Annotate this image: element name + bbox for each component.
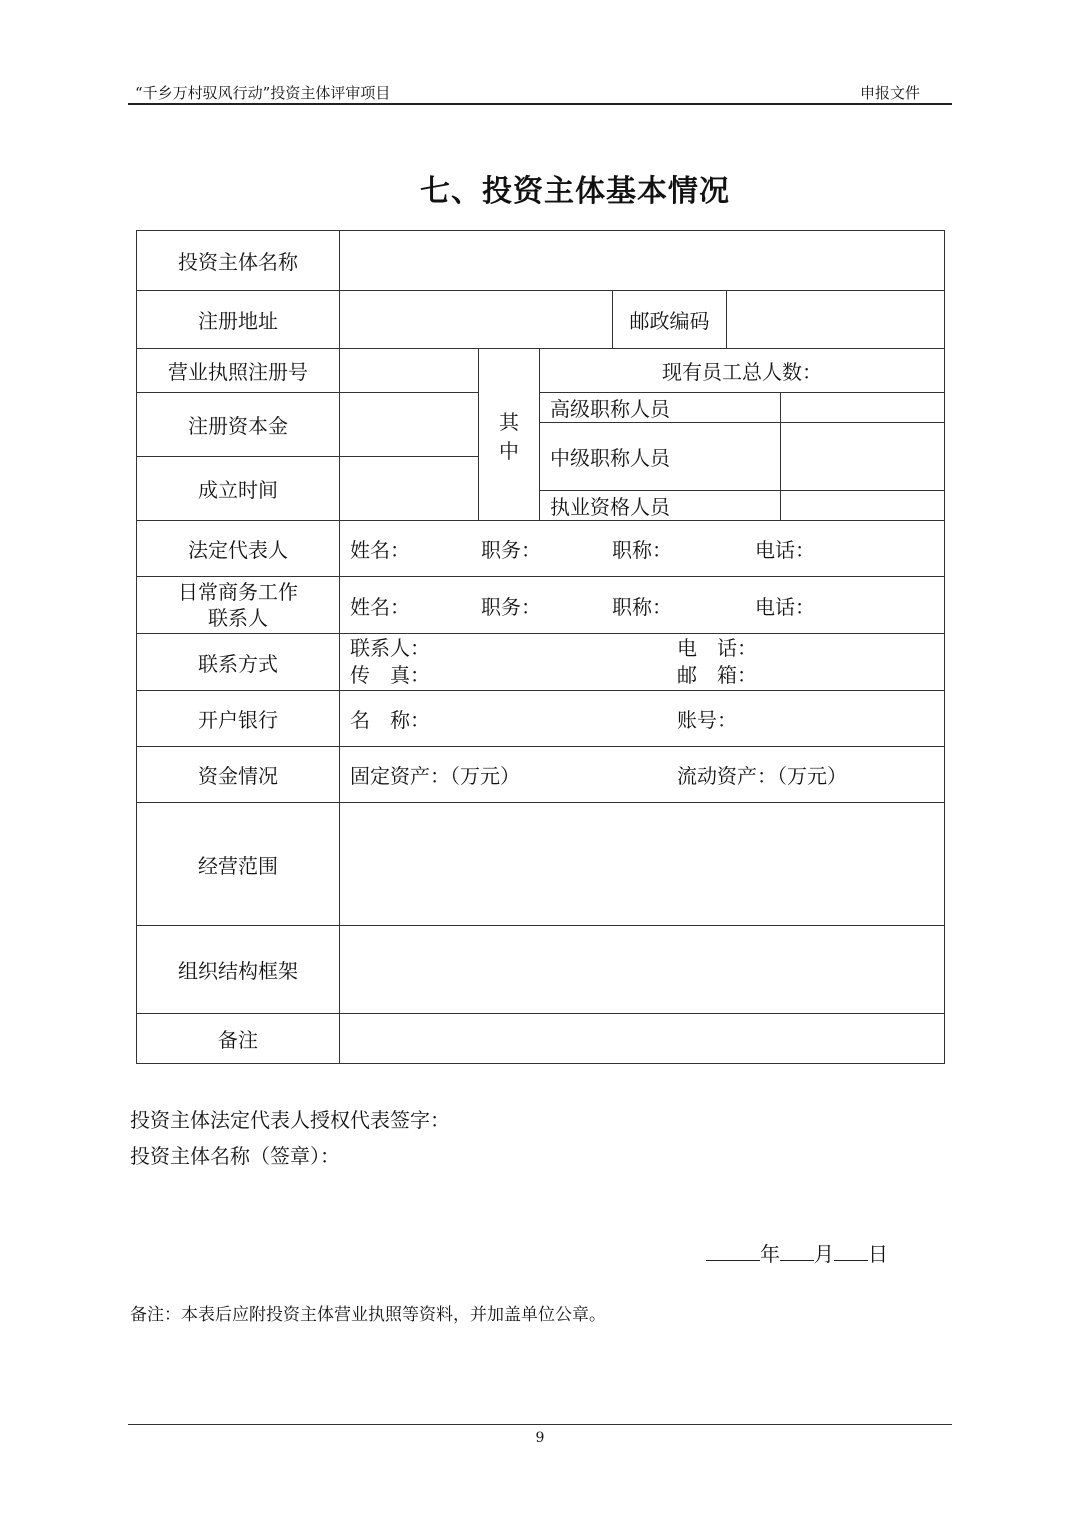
legal-rep-position-label: 职务： [481, 538, 541, 562]
daily-contact-label-line2: 联系人 [208, 606, 268, 630]
email-label: 邮 箱： [677, 663, 757, 687]
contact-method-label: 联系方式 [137, 634, 340, 691]
license-no-label: 营业执照注册号 [137, 349, 340, 393]
fax-label: 传 真： [350, 663, 430, 687]
page-title: 七、投资主体基本情况 [420, 174, 730, 209]
postal-code-label: 邮政编码 [613, 291, 727, 349]
day-blank[interactable] [834, 1242, 868, 1261]
daily-contact-position-label: 职务： [481, 594, 541, 619]
remarks-field[interactable] [340, 1014, 945, 1064]
org-structure-field[interactable] [340, 926, 945, 1014]
among-label-line1: 其 [499, 409, 519, 434]
postal-code-field[interactable] [727, 291, 945, 349]
investor-name-label: 投资主体名称 [137, 231, 340, 291]
day-label: 日 [868, 1242, 888, 1266]
mid-title-label: 中级职称人员 [540, 423, 781, 491]
entity-seal-line: 投资主体名称（签章）： [130, 1144, 340, 1168]
fixed-assets-label: 固定资产：（万元） [350, 764, 520, 788]
bank-label: 开户银行 [137, 691, 340, 747]
year-blank[interactable] [706, 1242, 760, 1261]
footnote: 备注：本表后应附投资主体营业执照等资料，并加盖单位公章。 [130, 1305, 606, 1325]
among-label-line2: 中 [499, 438, 519, 463]
daily-contact-name-label: 姓名： [350, 594, 410, 619]
legal-rep-name-label: 姓名： [350, 538, 410, 562]
date-line [706, 1238, 888, 1267]
reg-address-field[interactable] [340, 291, 613, 349]
funds-fields[interactable] [340, 747, 945, 803]
org-structure-label: 组织结构框架 [137, 926, 340, 1014]
bank-name-label: 名 称： [350, 708, 430, 732]
bank-fields[interactable] [340, 691, 945, 747]
contact-phone-label: 电 话： [677, 636, 757, 660]
founded-field[interactable] [340, 457, 479, 521]
page-number: 9 [535, 1430, 545, 1446]
legal-rep-title-label: 职称： [612, 538, 672, 562]
reg-capital-label: 注册资本金 [137, 393, 340, 457]
reg-capital-field[interactable] [340, 393, 479, 457]
daily-contact-title-label: 职称： [612, 594, 672, 619]
senior-title-label: 高级职称人员 [540, 393, 781, 423]
authorized-signature-line: 投资主体法定代表人授权代表签字： [130, 1108, 450, 1132]
month-label: 月 [814, 1242, 834, 1266]
reg-address-label: 注册地址 [137, 291, 340, 349]
legal-rep-phone-label: 电话： [755, 538, 815, 562]
header-doc-type: 申报文件 [859, 84, 920, 102]
total-staff-label: 现有员工总人数： [540, 349, 945, 393]
business-scope-label: 经营范围 [137, 803, 340, 926]
footer-rule [128, 1424, 952, 1425]
header-project-title: “千乡万村驭风行动”投资主体评审项目 [135, 84, 391, 102]
qualified-count-field[interactable] [781, 491, 945, 521]
funds-label: 资金情况 [137, 747, 340, 803]
daily-contact-fields[interactable] [340, 577, 945, 634]
account-no-label: 账号： [677, 708, 737, 732]
business-scope-field[interactable] [340, 803, 945, 926]
contact-person-label: 联系人： [350, 636, 430, 660]
year-label: 年 [760, 1242, 780, 1266]
month-blank[interactable] [780, 1242, 814, 1261]
founded-label: 成立时间 [137, 457, 340, 521]
header-rule [128, 103, 952, 105]
legal-rep-fields[interactable] [340, 521, 945, 577]
daily-contact-phone-label: 电话： [755, 594, 815, 619]
legal-rep-label: 法定代表人 [137, 521, 340, 577]
daily-contact-label [137, 577, 340, 634]
senior-title-count-field[interactable] [781, 393, 945, 423]
investor-name-field[interactable] [340, 231, 945, 291]
qualified-label: 执业资格人员 [540, 491, 781, 521]
investor-info-table [136, 230, 945, 1064]
remarks-label: 备注 [137, 1014, 340, 1064]
among-label [479, 349, 540, 521]
current-assets-label: 流动资产：（万元） [677, 764, 847, 788]
contact-method-fields[interactable] [340, 634, 945, 691]
daily-contact-label-line1: 日常商务工作 [178, 580, 298, 604]
license-no-field[interactable] [340, 349, 479, 393]
mid-title-count-field[interactable] [781, 423, 945, 491]
